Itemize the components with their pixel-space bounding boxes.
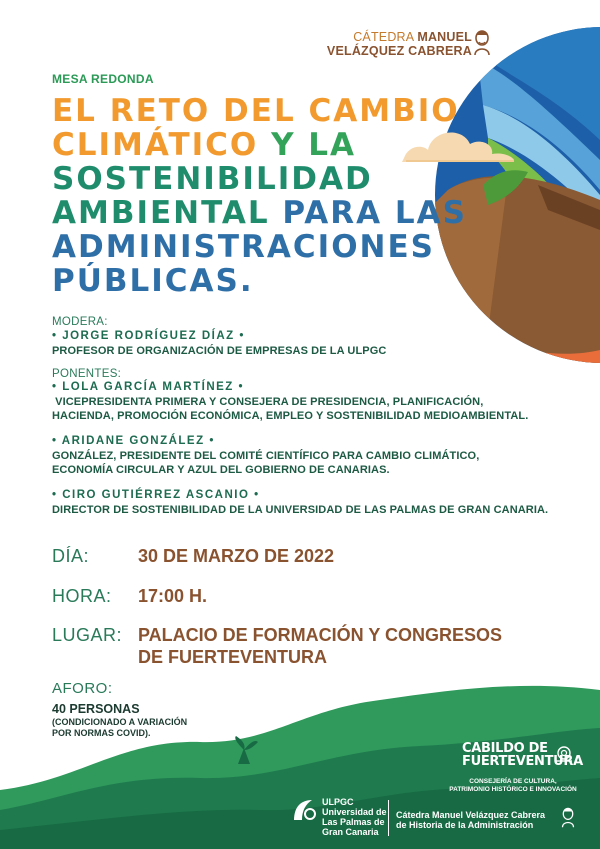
speaker-2-name: • ARIDANE GONZÁLEZ • bbox=[52, 435, 215, 447]
catedra-header bbox=[327, 30, 472, 58]
speaker-1-role-2: HACIENDA, PROMOCIÓN ECONÓMICA, EMPLEO Y SOSTENIBILIDAD MEDIOAMBIENTAL. bbox=[52, 410, 529, 422]
day-label: DÍA: bbox=[52, 546, 90, 566]
capacity-value: 40 PERSONAS bbox=[52, 702, 140, 716]
title-line-4a: AMBIENTAL bbox=[52, 195, 270, 231]
title-line-2b: Y LA bbox=[271, 127, 357, 163]
catedra-footer-line-1: Cátedra Manuel Velázquez Cabrera bbox=[396, 810, 546, 820]
capacity-note-2: POR NORMAS COVID). bbox=[52, 727, 151, 738]
moderator-name: • JORGE RODRÍGUEZ DÍAZ • bbox=[52, 330, 245, 342]
ulpgc-line-2: Las Palmas de bbox=[322, 817, 385, 827]
moderator-role: PROFESOR DE ORGANIZACIÓN DE EMPRESAS DE LA ULPGC bbox=[52, 345, 387, 357]
ulpgc-text bbox=[322, 797, 387, 837]
ulpgc-line-1: Universidad de bbox=[322, 807, 387, 817]
title-line-3: SOSTENIBILIDAD bbox=[52, 161, 373, 197]
catedra-prefix: CÁTEDRA bbox=[353, 30, 414, 44]
speaker-1-name: • LOLA GARCÍA MARTÍNEZ • bbox=[52, 381, 245, 393]
time-value: 17:00 H. bbox=[138, 586, 208, 606]
consejeria-line-1: CONSEJERÍA DE CULTURA, bbox=[469, 778, 557, 785]
speakers-label: PONENTES: bbox=[52, 368, 122, 380]
title-line-5: ADMINISTRACIONES bbox=[52, 229, 436, 265]
capacity-label: AFORO: bbox=[52, 680, 113, 697]
title-line-4b: PARA LAS bbox=[282, 195, 467, 231]
speaker-3-role-1: DIRECTOR DE SOSTENIBILIDAD DE LA UNIVERSIDAD DE LAS PALMAS DE GRAN CANARIA. bbox=[52, 504, 549, 516]
cabildo-line-2: FUERTEVENTURA bbox=[462, 754, 583, 769]
consejeria-line-2: PATRIMONIO HISTÓRICO E INNOVACIÓN bbox=[449, 786, 577, 793]
speaker-2-role-2: ECONOMÍA CIRCULAR Y AZUL DEL GOBIERNO DE CANARIAS. bbox=[52, 464, 390, 476]
ulpgc-logo-icon bbox=[290, 796, 318, 824]
footer-divider bbox=[388, 800, 389, 836]
speaker-3-name: • CIRO GUTIÉRREZ ASCANIO • bbox=[52, 489, 260, 501]
portrait-icon bbox=[472, 28, 492, 56]
ulpgc-short: ULPGC bbox=[322, 797, 354, 807]
catedra-name: MANUEL bbox=[417, 30, 472, 44]
catedra-footer-line-2: de Historia de la Administración bbox=[396, 820, 534, 830]
event-type: MESA REDONDA bbox=[52, 72, 154, 86]
capacity-note bbox=[52, 717, 187, 738]
title-line-2a: CLIMÁTICO bbox=[52, 127, 259, 163]
speaker-1-role-1: VICEPRESIDENTA PRIMERA Y CONSEJERA DE PRESIDENCIA, PLANIFICACIÓN, bbox=[52, 396, 484, 408]
page-title bbox=[52, 94, 467, 298]
moderator-label: MODERA: bbox=[52, 316, 108, 328]
place-value-1: PALACIO DE FORMACIÓN Y CONGRESOS bbox=[138, 625, 503, 645]
title-line-1: EL RETO DEL CAMBIO bbox=[52, 93, 460, 129]
catedra-surname: VELÁZQUEZ CABRERA bbox=[326, 44, 472, 58]
cabildo-line-1: CABILDO DE bbox=[462, 741, 548, 756]
portrait-footer-icon bbox=[560, 806, 576, 828]
consejeria-text bbox=[448, 778, 578, 794]
place-value-2: DE FUERTEVENTURA bbox=[138, 647, 328, 667]
capacity-note-1: (CONDICIONADO A VARIACIÓN bbox=[52, 717, 188, 727]
day-value: 30 DE MARZO DE 2022 bbox=[138, 546, 335, 566]
speaker-2-role-1: GONZÁLEZ, PRESIDENTE DEL COMITÉ CIENTÍFICO PARA CAMBIO CLIMÁTICO, bbox=[52, 450, 480, 462]
place-label: LUGAR: bbox=[52, 625, 123, 645]
snail-icon bbox=[554, 744, 574, 764]
ulpgc-line-3: Gran Canaria bbox=[322, 827, 379, 837]
title-line-6: PÚBLICAS. bbox=[52, 263, 254, 299]
catedra-footer-text bbox=[396, 810, 545, 830]
time-label: HORA: bbox=[52, 586, 112, 606]
